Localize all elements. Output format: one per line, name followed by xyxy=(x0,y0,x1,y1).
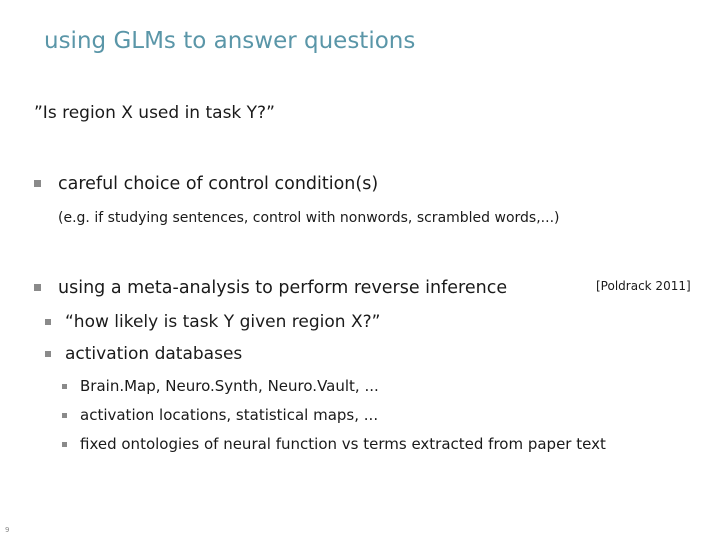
slide-title: using GLMs to answer questions xyxy=(44,28,416,54)
square-bullet-icon xyxy=(45,351,51,357)
square-bullet-icon xyxy=(45,319,51,325)
sub-sub-bullet-locations xyxy=(62,406,378,424)
sub-bullet-text: “how likely is task Y given region X?” xyxy=(65,312,381,332)
bullet-note: (e.g. if studying sentences, control with nonwords, scrambled words,...) xyxy=(58,210,560,226)
bullet-meta-analysis xyxy=(34,278,507,298)
research-question: ”Is region X used in task Y?” xyxy=(34,103,275,123)
square-bullet-icon xyxy=(62,442,67,447)
sub-bullet-likelihood xyxy=(45,312,380,332)
square-bullet-icon xyxy=(34,180,41,187)
sub-bullet-activation-databases xyxy=(45,344,242,364)
page-number: 9 xyxy=(5,526,10,534)
citation: [Poldrack 2011] xyxy=(596,279,691,293)
square-bullet-icon xyxy=(62,384,67,389)
bullet-control-condition xyxy=(34,174,378,194)
sub-sub-bullet-text: Brain.Map, Neuro.Synth, Neuro.Vault, ... xyxy=(80,377,379,395)
square-bullet-icon xyxy=(62,413,67,418)
sub-sub-bullet-ontologies xyxy=(62,435,606,453)
bullet-text: using a meta-analysis to perform reverse inference xyxy=(58,278,508,298)
sub-bullet-text: activation databases xyxy=(65,344,243,364)
sub-sub-bullet-databases xyxy=(62,377,379,395)
square-bullet-icon xyxy=(34,284,41,291)
bullet-text: careful choice of control condition(s) xyxy=(58,174,379,194)
sub-sub-bullet-text: activation locations, statistical maps, ... xyxy=(80,406,379,424)
sub-sub-bullet-text: fixed ontologies of neural function vs terms extracted from paper text xyxy=(80,435,606,453)
